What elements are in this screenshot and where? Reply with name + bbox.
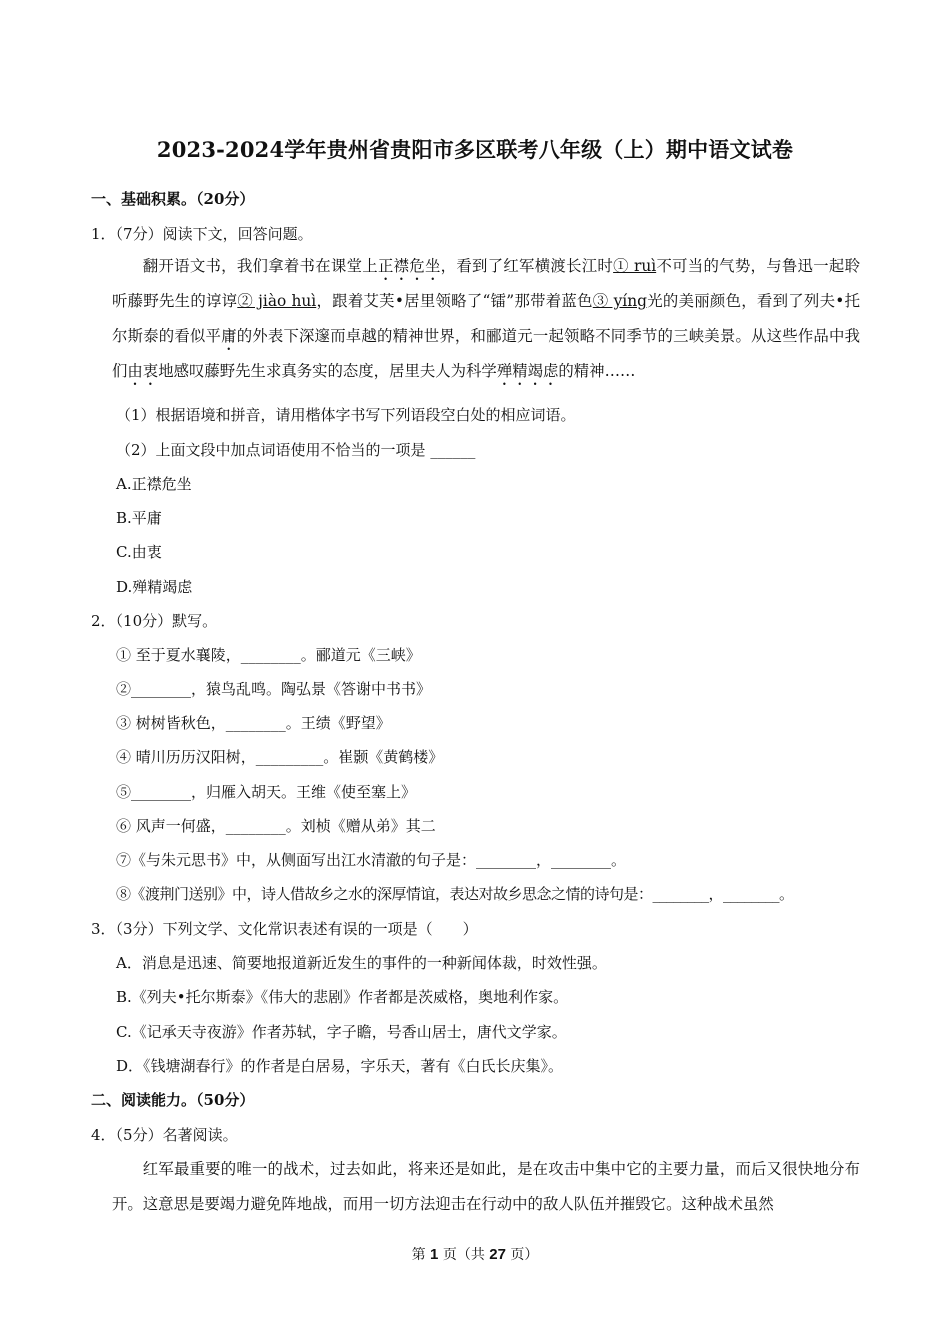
question-2-stem: 2．（10分）默写。 xyxy=(91,612,218,630)
option-a: A．消息是迅速、简要地报道新近发生的事件的一种新闻体裁，时效性强。 xyxy=(116,954,607,972)
passage-text: 的精神…… xyxy=(558,361,636,380)
pinyin-blank-1: ① ruì xyxy=(613,257,657,275)
page-total: 27 xyxy=(489,1246,506,1263)
passage-text: 翻开语文书，我们拿着书在课堂上 xyxy=(142,257,378,275)
footer-text: 第 xyxy=(411,1247,431,1263)
option-a: A.正襟危坐 xyxy=(116,475,192,493)
option-b: B.平庸 xyxy=(116,509,162,527)
passage-text: 的外表下深邃而卓越的精神世界，和郦道元一起领略不同季节的三峡美景。从这些作品中我们 xyxy=(112,326,860,380)
passage-text: 光的美丽颜色，看到了列夫•托尔斯泰的看似平 xyxy=(112,292,860,345)
footer-text: 页（共 xyxy=(438,1247,490,1263)
option-c: C.由衷 xyxy=(116,543,162,561)
exam-title: 2023-2024学年贵州省贵阳市多区联考八年级（上）期中语文试卷 xyxy=(156,137,794,162)
page-footer xyxy=(0,1244,950,1264)
question-1-stem: 1．（7分）阅读下文，回答问题。 xyxy=(91,225,313,243)
dictation-item: ②________，猿鸟乱鸣。陶弘景《答谢中书书》 xyxy=(116,680,432,698)
dictation-item: ⑤________，归雁入胡天。王维《使至塞上》 xyxy=(116,783,417,801)
question-4-passage: 红军最重要的唯一的战术，过去如此，将来还是如此，是在攻击中集中它的主要力量，而后又很快地分布开。这意思是要竭力避免阵地战，而用一切方法迎击在行动中的敌人队伍并摧毁它。这种战术虽然 xyxy=(112,1160,860,1213)
question-1-sub-2: （2）上面文段中加点词语使用不恰当的一项是 ______ xyxy=(116,441,476,459)
footer-text: 页） xyxy=(505,1247,539,1263)
question-3-stem: 3．（3分）下列文学、文化常识表述有误的一项是（ ） xyxy=(91,920,478,938)
question-4-stem: 4．（5分）名著阅读。 xyxy=(91,1126,238,1144)
passage-text: ，看到了红军横渡长江时 xyxy=(440,257,614,275)
option-d: D.殚精竭虑 xyxy=(116,578,193,596)
dictation-item: ⑧《渡荆门送别》中，诗人借故乡之水的深厚情谊，表达对故乡思念之情的诗句是：________，________。 xyxy=(116,885,794,903)
section-heading-1: 一、基础积累。（20分） xyxy=(91,190,255,208)
option-b: B.《列夫•托尔斯泰》《伟大的悲剧》作者都是茨威格，奥地利作家。 xyxy=(116,988,569,1006)
passage-text: 地感叹藤野先生求真务实的态度，居里夫人为科学 xyxy=(158,361,497,380)
dotted-word-2: 庸 xyxy=(221,326,237,345)
passage-text: 不可当的气势，与鲁迅一起聆听藤野先生的谆谆 xyxy=(112,257,860,310)
dictation-item: ⑦《与朱元思书》中，从侧面写出江水清澈的句子是：________，________。 xyxy=(116,851,627,869)
pinyin-blank-3: ③ yíng xyxy=(592,292,647,310)
section-heading-2: 二、阅读能力。（50分） xyxy=(91,1091,255,1109)
page-number: 1 xyxy=(430,1246,439,1263)
passage-text: ，跟着艾芙•居里领略了“镭”那带着蓝色 xyxy=(316,292,593,310)
pinyin-blank-2: ② jiào huì xyxy=(237,292,317,310)
dotted-word-1: 正襟危坐 xyxy=(377,257,441,275)
dotted-word-4: 殚精竭虑 xyxy=(496,361,559,380)
dictation-item: ③ 树树皆秋色，________。王绩《野望》 xyxy=(116,714,391,732)
question-1-sub-1: （1）根据语境和拼音，请用楷体字书写下列语段空白处的相应词语。 xyxy=(116,406,576,424)
dotted-word-3: 由衷 xyxy=(127,361,159,380)
dictation-item: ⑥ 风声一何盛，________。刘桢《赠从弟》其二 xyxy=(116,817,436,835)
option-d: D．《钱塘湖春行》的作者是白居易，字乐天，著有《白氏长庆集》。 xyxy=(116,1057,564,1075)
option-c: C.《记承天寺夜游》作者苏轼，字子瞻，号香山居士，唐代文学家。 xyxy=(116,1023,567,1041)
dictation-item: ① 至于夏水襄陵，________。郦道元《三峡》 xyxy=(116,646,421,664)
question-1-passage xyxy=(112,249,860,389)
dictation-item: ④ 晴川历历汉阳树，_________。崔颢《黄鹤楼》 xyxy=(116,748,444,766)
